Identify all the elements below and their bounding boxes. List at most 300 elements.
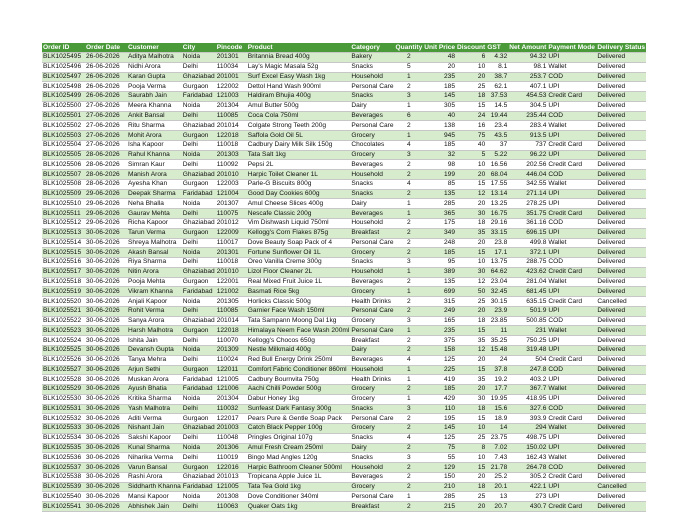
cell-unit-price[interactable]: 249 xyxy=(423,306,456,316)
cell-payment-mode[interactable]: UPI xyxy=(547,287,596,297)
cell-city[interactable]: Noida xyxy=(182,150,216,160)
cell-unit-price[interactable]: 389 xyxy=(423,267,456,277)
cell-unit-price[interactable]: 32 xyxy=(423,150,456,160)
cell-city[interactable]: Delhi xyxy=(182,140,216,150)
cell-order-date[interactable]: 26-06-2026 xyxy=(85,92,127,102)
cell-category[interactable]: Beverages xyxy=(350,111,394,121)
table-row[interactable] xyxy=(42,228,646,238)
cell-discount[interactable]: 30 xyxy=(456,267,486,277)
cell-order-id[interactable]: BLK1025518 xyxy=(42,277,85,287)
table-row[interactable] xyxy=(42,424,646,434)
cell-pincode[interactable]: 110085 xyxy=(216,111,247,121)
cell-quantity[interactable]: 3 xyxy=(395,453,424,463)
cell-delivery-status[interactable]: Delivered xyxy=(596,238,646,248)
cell-customer[interactable]: Manish Arora xyxy=(127,170,182,180)
cell-pincode[interactable]: 110018 xyxy=(216,258,247,268)
cell-customer[interactable]: Arjun Sethi xyxy=(127,365,182,375)
cell-payment-mode[interactable]: UPI xyxy=(547,228,596,238)
cell-quantity[interactable]: 1 xyxy=(395,72,424,82)
table-row[interactable] xyxy=(42,62,646,72)
cell-delivery-status[interactable]: Delivered xyxy=(596,375,646,385)
cell-discount[interactable]: 15 xyxy=(456,326,486,336)
cell-delivery-status[interactable]: Delivered xyxy=(596,472,646,482)
cell-discount[interactable]: 20 xyxy=(456,502,486,512)
cell-gst[interactable]: 11 xyxy=(486,326,508,336)
table-row[interactable] xyxy=(42,160,646,170)
cell-quantity[interactable]: 2 xyxy=(395,170,424,180)
cell-pincode[interactable]: 122018 xyxy=(216,131,247,141)
cell-order-date[interactable]: 30-06-2026 xyxy=(85,345,127,355)
table-row[interactable] xyxy=(42,355,646,365)
cell-gst[interactable]: 68.04 xyxy=(486,170,508,180)
cell-unit-price[interactable]: 185 xyxy=(423,140,456,150)
cell-product[interactable]: Britannia Bread 400g xyxy=(247,53,351,63)
cell-pincode[interactable]: 201303 xyxy=(216,150,247,160)
cell-product[interactable]: Amul Cheese Slices 400g xyxy=(247,199,351,209)
cell-order-date[interactable]: 30-06-2026 xyxy=(85,463,127,473)
cell-city[interactable]: Ghaziabad xyxy=(182,121,215,129)
cell-order-date[interactable]: 30-06-2026 xyxy=(85,414,127,424)
cell-discount[interactable]: 15 xyxy=(456,248,486,258)
cell-order-id[interactable]: BLK1025517 xyxy=(42,267,85,277)
cell-customer[interactable]: Ayesha Khan xyxy=(127,179,182,189)
table-row[interactable] xyxy=(42,92,646,102)
cell-order-date[interactable]: 29-06-2026 xyxy=(85,219,127,229)
cell-unit-price[interactable]: 165 xyxy=(423,316,456,326)
cell-net-amount[interactable]: 235.44 xyxy=(508,111,547,121)
cell-discount[interactable]: 15 xyxy=(456,365,486,375)
cell-discount[interactable]: 20 xyxy=(456,306,486,316)
cell-discount[interactable]: 20 xyxy=(456,385,486,395)
cell-order-date[interactable]: 30-06-2026 xyxy=(85,394,127,404)
cell-order-date[interactable]: 27-06-2026 xyxy=(85,131,127,141)
cell-customer[interactable]: Niharika Verma xyxy=(127,453,182,463)
table-row[interactable] xyxy=(42,365,646,375)
cell-payment-mode[interactable]: Wallet xyxy=(547,326,596,336)
cell-delivery-status[interactable]: Delivered xyxy=(596,209,646,219)
cell-gst[interactable]: 19.95 xyxy=(486,394,508,404)
cell-product[interactable]: Nescafe Classic 200g xyxy=(247,209,351,219)
cell-product[interactable]: Oreo Vanilla Creme 300g xyxy=(247,258,351,268)
cell-order-date[interactable]: 30-06-2026 xyxy=(85,287,127,297)
cell-unit-price[interactable]: 85 xyxy=(423,179,456,189)
cell-payment-mode[interactable]: Wallet xyxy=(547,424,596,434)
cell-pincode[interactable]: 110070 xyxy=(216,336,247,346)
cell-order-id[interactable]: BLK1025514 xyxy=(42,238,85,248)
table-row[interactable] xyxy=(42,150,646,160)
cell-quantity[interactable]: 2 xyxy=(395,482,424,492)
table-row[interactable] xyxy=(42,433,646,443)
cell-quantity[interactable]: 1 xyxy=(395,394,424,404)
cell-net-amount[interactable]: 367.7 xyxy=(508,385,547,395)
cell-payment-mode[interactable]: COD xyxy=(547,258,596,268)
table-row[interactable] xyxy=(42,385,646,395)
cell-pincode[interactable]: 110085 xyxy=(216,306,247,316)
table-row[interactable] xyxy=(42,121,646,131)
cell-unit-price[interactable]: 145 xyxy=(423,424,456,434)
cell-quantity[interactable]: 1 xyxy=(395,209,424,219)
cell-discount[interactable]: 20 xyxy=(456,199,486,209)
cell-net-amount[interactable]: 150.02 xyxy=(508,443,547,453)
cell-category[interactable]: Snacks xyxy=(350,453,394,463)
cell-payment-mode[interactable]: UPI xyxy=(547,375,596,385)
cell-payment-mode[interactable]: UPI xyxy=(547,131,596,141)
cell-customer[interactable]: Gaurav Mehta xyxy=(127,209,182,219)
cell-customer[interactable]: Devansh Gupta xyxy=(127,345,182,355)
cell-customer[interactable]: Ishita Jain xyxy=(127,336,182,346)
cell-category[interactable]: Breakfast xyxy=(350,336,394,346)
cell-order-date[interactable]: 30-06-2026 xyxy=(85,336,127,346)
cell-gst[interactable]: 4.32 xyxy=(486,53,508,63)
cell-quantity[interactable]: 1 xyxy=(395,287,424,297)
cell-category[interactable]: Personal Care xyxy=(351,326,394,334)
cell-payment-mode[interactable]: UPI xyxy=(547,433,596,443)
cell-unit-price[interactable]: 185 xyxy=(423,82,456,92)
cell-net-amount[interactable]: 278.25 xyxy=(508,199,547,209)
cell-gst[interactable]: 20.1 xyxy=(486,482,508,492)
cell-customer[interactable]: Nitin Arora xyxy=(127,267,182,277)
cell-discount[interactable]: 18 xyxy=(456,482,486,492)
cell-delivery-status[interactable]: Delivered xyxy=(596,53,646,63)
table-row[interactable] xyxy=(42,287,646,297)
cell-quantity[interactable]: 3 xyxy=(395,316,424,326)
cell-unit-price[interactable]: 419 xyxy=(423,375,456,385)
cell-payment-mode[interactable]: UPI xyxy=(547,101,596,111)
cell-product[interactable]: Red Bull Energy Drink 250ml xyxy=(247,355,351,365)
table-row[interactable] xyxy=(42,472,646,482)
cell-unit-price[interactable]: 945 xyxy=(423,131,456,141)
cell-city[interactable]: Gurgaon xyxy=(182,365,216,375)
cell-net-amount[interactable]: 162.43 xyxy=(508,453,547,463)
cell-delivery-status[interactable]: Delivered xyxy=(596,199,646,209)
cell-discount[interactable]: 25 xyxy=(456,433,486,443)
cell-gst[interactable]: 13 xyxy=(486,492,508,502)
cell-order-date[interactable]: 30-06-2026 xyxy=(85,385,127,395)
cell-gst[interactable]: 21.78 xyxy=(486,463,508,473)
cell-customer[interactable]: Tarun Verma xyxy=(127,228,182,238)
cell-product[interactable]: Amul Butter 500g xyxy=(247,101,351,111)
cell-unit-price[interactable]: 285 xyxy=(423,492,456,502)
cell-order-id[interactable]: BLK1025507 xyxy=(42,170,85,180)
cell-order-id[interactable]: BLK1025540 xyxy=(42,492,85,502)
cell-delivery-status[interactable]: Delivered xyxy=(596,394,646,404)
cell-customer[interactable]: Akash Bansal xyxy=(127,248,182,258)
cell-pincode[interactable]: 122001 xyxy=(216,277,247,287)
cell-order-date[interactable]: 30-06-2026 xyxy=(85,443,127,453)
cell-discount[interactable]: 40 xyxy=(456,140,486,150)
cell-customer[interactable]: Shreya Malhotra xyxy=(127,238,182,248)
cell-discount[interactable]: 35 xyxy=(456,336,486,346)
cell-payment-mode[interactable]: Credit Card xyxy=(547,414,596,424)
cell-net-amount[interactable]: 446.04 xyxy=(508,170,547,180)
cell-unit-price[interactable]: 129 xyxy=(423,463,456,473)
cell-order-date[interactable]: 27-06-2026 xyxy=(85,101,127,111)
cell-order-id[interactable]: BLK1025506 xyxy=(42,160,85,170)
cell-net-amount[interactable]: 319.48 xyxy=(508,345,547,355)
cell-delivery-status[interactable]: Delivered xyxy=(596,228,646,238)
cell-quantity[interactable]: 2 xyxy=(395,248,424,258)
cell-category[interactable]: Breakfast xyxy=(350,502,394,512)
cell-payment-mode[interactable]: Credit Card xyxy=(547,160,596,170)
cell-delivery-status[interactable]: Delivered xyxy=(596,131,646,141)
cell-pincode[interactable]: 201301 xyxy=(216,53,247,63)
cell-customer[interactable]: Siddharth Khanna xyxy=(128,483,181,491)
cell-city[interactable]: Gurgaon xyxy=(182,463,216,473)
cell-gst[interactable]: 20.7 xyxy=(486,502,508,512)
cell-product[interactable]: Tata Tea Gold 1kg xyxy=(247,482,351,492)
cell-payment-mode[interactable]: Credit Card xyxy=(547,92,596,102)
cell-product[interactable]: Pepsi 2L xyxy=(247,160,351,170)
cell-category[interactable]: Grocery xyxy=(350,316,394,326)
table-row[interactable] xyxy=(42,375,646,385)
cell-product[interactable]: Bingo Mad Angles 120g xyxy=(247,453,351,463)
cell-order-id[interactable]: BLK1025528 xyxy=(42,375,85,385)
cell-gst[interactable]: 15.6 xyxy=(486,404,508,414)
cell-gst[interactable]: 23.8 xyxy=(486,238,508,248)
cell-net-amount[interactable]: 418.95 xyxy=(508,394,547,404)
cell-city[interactable]: Delhi xyxy=(182,160,216,170)
table-row[interactable] xyxy=(42,297,646,307)
cell-customer[interactable]: Neha Bhalla xyxy=(127,199,182,209)
cell-discount[interactable]: 30 xyxy=(456,394,486,404)
cell-delivery-status[interactable]: Delivered xyxy=(596,385,646,395)
cell-order-id[interactable]: BLK1025500 xyxy=(42,101,85,111)
cell-payment-mode[interactable]: UPI xyxy=(547,248,596,258)
cell-unit-price[interactable]: 48 xyxy=(423,53,456,63)
cell-quantity[interactable]: 2 xyxy=(395,189,424,199)
cell-discount[interactable]: 35 xyxy=(456,228,486,238)
table-row[interactable] xyxy=(42,414,646,424)
cell-delivery-status[interactable]: Delivered xyxy=(596,189,646,199)
cell-order-id[interactable]: BLK1025522 xyxy=(42,316,85,326)
cell-product[interactable]: Dabur Honey 1kg xyxy=(247,394,351,404)
cell-gst[interactable]: 17.55 xyxy=(486,179,508,189)
cell-city[interactable]: Delhi xyxy=(182,404,216,414)
cell-order-date[interactable]: 30-06-2026 xyxy=(85,404,127,414)
cell-net-amount[interactable]: 273 xyxy=(508,492,547,502)
cell-net-amount[interactable]: 361.16 xyxy=(508,219,547,229)
cell-customer[interactable]: Sakshi Kapoor xyxy=(127,433,182,443)
cell-unit-price[interactable]: 235 xyxy=(423,72,456,82)
cell-discount[interactable]: 15 xyxy=(456,414,486,424)
cell-delivery-status[interactable]: Delivered xyxy=(596,424,646,434)
cell-discount[interactable]: 20 xyxy=(456,170,486,180)
cell-quantity[interactable]: 3 xyxy=(395,258,424,268)
cell-pincode[interactable]: 121004 xyxy=(216,189,247,199)
cell-customer[interactable]: Saurabh Jain xyxy=(127,92,182,102)
cell-payment-mode[interactable]: Wallet xyxy=(547,453,596,463)
table-row[interactable] xyxy=(42,482,646,492)
cell-discount[interactable]: 20 xyxy=(456,355,486,365)
cell-net-amount[interactable]: 288.75 xyxy=(508,258,547,268)
cell-category[interactable]: Household xyxy=(350,219,394,229)
cell-product[interactable]: Lizol Floor Cleaner 2L xyxy=(247,267,351,277)
cell-order-date[interactable]: 26-06-2026 xyxy=(85,53,127,63)
cell-gst[interactable]: 14 xyxy=(486,424,508,434)
column-header-quantity[interactable]: Quantity xyxy=(395,43,423,51)
cell-category[interactable]: Dairy xyxy=(350,443,394,453)
table-row[interactable] xyxy=(42,258,646,268)
cell-net-amount[interactable]: 696.15 xyxy=(508,228,547,238)
table-row[interactable] xyxy=(42,53,646,63)
cell-pincode[interactable]: 110048 xyxy=(216,433,247,443)
cell-discount[interactable]: 10 xyxy=(456,258,486,268)
cell-unit-price[interactable]: 125 xyxy=(423,433,456,443)
cell-category[interactable]: Grocery xyxy=(350,385,394,395)
cell-discount[interactable]: 15 xyxy=(456,101,486,111)
column-header-category[interactable]: Category xyxy=(350,43,394,53)
cell-customer[interactable]: Sanya Arora xyxy=(127,316,182,326)
cell-order-date[interactable]: 30-06-2026 xyxy=(85,267,127,277)
cell-order-id[interactable]: BLK1025523 xyxy=(42,326,85,336)
cell-payment-mode[interactable]: Credit Card xyxy=(547,209,596,219)
cell-order-date[interactable]: 30-06-2026 xyxy=(85,297,127,307)
cell-quantity[interactable]: 2 xyxy=(395,228,424,238)
cell-customer[interactable]: Mohit Arora xyxy=(127,131,182,141)
cell-order-id[interactable]: BLK1025511 xyxy=(42,209,85,219)
cell-city[interactable]: Delhi xyxy=(182,209,216,219)
cell-delivery-status[interactable]: Delivered xyxy=(596,277,646,287)
cell-quantity[interactable]: 2 xyxy=(395,336,424,346)
cell-quantity[interactable]: 3 xyxy=(395,404,424,414)
table-row[interactable] xyxy=(42,443,646,453)
cell-category[interactable]: Household xyxy=(350,267,394,277)
cell-category[interactable]: Dairy xyxy=(350,199,394,209)
cell-order-id[interactable]: BLK1025536 xyxy=(42,453,85,463)
cell-order-date[interactable]: 30-06-2026 xyxy=(85,502,127,512)
cell-pincode[interactable]: 110017 xyxy=(216,238,247,248)
cell-quantity[interactable]: 2 xyxy=(395,219,424,229)
cell-order-date[interactable]: 30-06-2026 xyxy=(85,238,127,248)
cell-order-id[interactable]: BLK1025505 xyxy=(42,150,85,160)
cell-customer[interactable]: Riya Sharma xyxy=(127,258,182,268)
column-header-order-id[interactable]: Order ID xyxy=(42,43,85,53)
cell-category[interactable]: Personal Care xyxy=(351,238,394,246)
cell-product[interactable]: Parle-G Biscuits 800g xyxy=(247,179,351,189)
cell-payment-mode[interactable]: Credit Card xyxy=(547,472,596,482)
cell-category[interactable]: Grocery xyxy=(350,394,394,404)
column-header-gst[interactable]: GST xyxy=(486,43,508,53)
cell-pincode[interactable]: 201304 xyxy=(216,101,247,111)
cell-category[interactable]: Household xyxy=(350,365,394,375)
cell-delivery-status[interactable]: Delivered xyxy=(596,121,646,131)
cell-unit-price[interactable]: 110 xyxy=(423,404,456,414)
cell-city[interactable]: Delhi xyxy=(182,336,216,346)
cell-discount[interactable]: 50 xyxy=(456,287,486,297)
cell-quantity[interactable]: 2 xyxy=(395,277,424,287)
cell-pincode[interactable]: 110032 xyxy=(216,404,247,414)
cell-quantity[interactable]: 2 xyxy=(395,306,424,316)
cell-category[interactable]: Beverages xyxy=(350,355,394,365)
cell-pincode[interactable]: 121005 xyxy=(216,482,247,492)
cell-delivery-status[interactable]: Delivered xyxy=(596,170,646,180)
cell-gst[interactable]: 23.85 xyxy=(486,316,508,326)
cell-unit-price[interactable]: 699 xyxy=(423,287,456,297)
cell-pincode[interactable]: 201003 xyxy=(216,424,247,434)
table-row[interactable] xyxy=(42,326,646,336)
cell-pincode[interactable]: 201304 xyxy=(216,394,247,404)
cell-order-id[interactable]: BLK1025496 xyxy=(42,62,85,72)
cell-order-id[interactable]: BLK1025512 xyxy=(42,219,85,229)
cell-city[interactable]: Noida xyxy=(182,248,216,258)
cell-quantity[interactable]: 4 xyxy=(395,140,424,150)
cell-payment-mode[interactable]: COD xyxy=(547,219,596,229)
cell-pincode[interactable]: 201014 xyxy=(216,316,247,326)
cell-order-id[interactable]: BLK1025527 xyxy=(42,365,85,375)
cell-city[interactable]: Ghaziabad xyxy=(182,268,215,276)
cell-net-amount[interactable]: 351.75 xyxy=(508,209,547,219)
cell-customer[interactable]: Abhishek Jain xyxy=(127,502,182,512)
cell-net-amount[interactable]: 498.75 xyxy=(508,433,547,443)
cell-delivery-status[interactable]: Delivered xyxy=(596,453,646,463)
cell-discount[interactable]: 12 xyxy=(456,345,486,355)
cell-product[interactable]: Pringles Original 107g xyxy=(247,433,351,443)
cell-unit-price[interactable]: 55 xyxy=(423,453,456,463)
cell-quantity[interactable]: 1 xyxy=(395,267,424,277)
cell-category[interactable]: Grocery xyxy=(350,150,394,160)
cell-city[interactable]: Noida xyxy=(182,345,216,355)
cell-quantity[interactable]: 2 xyxy=(395,502,424,512)
cell-pincode[interactable]: 122016 xyxy=(216,463,247,473)
column-header-payment-mode[interactable]: Payment Mode xyxy=(548,43,595,51)
cell-unit-price[interactable]: 95 xyxy=(423,258,456,268)
cell-order-date[interactable]: 30-06-2026 xyxy=(85,482,127,492)
table-row[interactable] xyxy=(42,306,646,316)
cell-pincode[interactable]: 110063 xyxy=(216,502,247,512)
cell-customer[interactable]: Vikram Khanna xyxy=(127,287,182,297)
cell-city[interactable]: Delhi xyxy=(182,238,216,248)
table-row[interactable] xyxy=(42,345,646,355)
cell-discount[interactable]: 25 xyxy=(456,82,486,92)
cell-discount[interactable]: 10 xyxy=(456,62,486,72)
cell-net-amount[interactable]: 372.1 xyxy=(508,248,547,258)
cell-gst[interactable]: 33.15 xyxy=(486,228,508,238)
cell-quantity[interactable]: 4 xyxy=(395,433,424,443)
cell-gst[interactable]: 7.43 xyxy=(486,453,508,463)
cell-category[interactable]: Grocery xyxy=(350,424,394,434)
cell-delivery-status[interactable]: Delivered xyxy=(596,345,646,355)
cell-gst[interactable]: 19.2 xyxy=(486,375,508,385)
cell-net-amount[interactable]: 454.53 xyxy=(508,92,547,102)
cell-gst[interactable]: 5.22 xyxy=(486,150,508,160)
cell-delivery-status[interactable]: Delivered xyxy=(596,248,646,258)
cell-discount[interactable]: 25 xyxy=(456,492,486,502)
cell-gst[interactable]: 7.02 xyxy=(486,443,508,453)
cell-order-date[interactable]: 28-06-2026 xyxy=(85,170,127,180)
column-header-net-amount[interactable]: Net Amount xyxy=(509,43,547,51)
cell-city[interactable]: Gurgaon xyxy=(182,414,216,424)
cell-order-date[interactable]: 27-06-2026 xyxy=(85,111,127,121)
cell-gst[interactable]: 37.53 xyxy=(486,92,508,102)
cell-discount[interactable]: 18 xyxy=(456,404,486,414)
cell-category[interactable]: Snacks xyxy=(350,433,394,443)
cell-customer[interactable]: Aditi Verma xyxy=(127,414,182,424)
cell-gst[interactable]: 13.25 xyxy=(486,199,508,209)
cell-delivery-status[interactable]: Delivered xyxy=(596,267,646,277)
cell-product[interactable]: Harpic Bathroom Cleaner 500ml xyxy=(247,463,351,473)
cell-order-date[interactable]: 30-06-2026 xyxy=(85,228,127,238)
cell-category[interactable]: Household xyxy=(350,463,394,473)
table-row[interactable] xyxy=(42,219,646,229)
cell-order-date[interactable]: 29-06-2026 xyxy=(85,199,127,209)
cell-discount[interactable]: 18 xyxy=(456,219,486,229)
cell-discount[interactable]: 8 xyxy=(456,443,486,453)
cell-order-id[interactable]: BLK1025538 xyxy=(42,472,85,482)
cell-category[interactable]: Dairy xyxy=(350,345,394,355)
cell-city[interactable]: Noida xyxy=(182,443,216,453)
table-row[interactable] xyxy=(42,189,646,199)
cell-order-id[interactable]: BLK1025498 xyxy=(42,82,85,92)
